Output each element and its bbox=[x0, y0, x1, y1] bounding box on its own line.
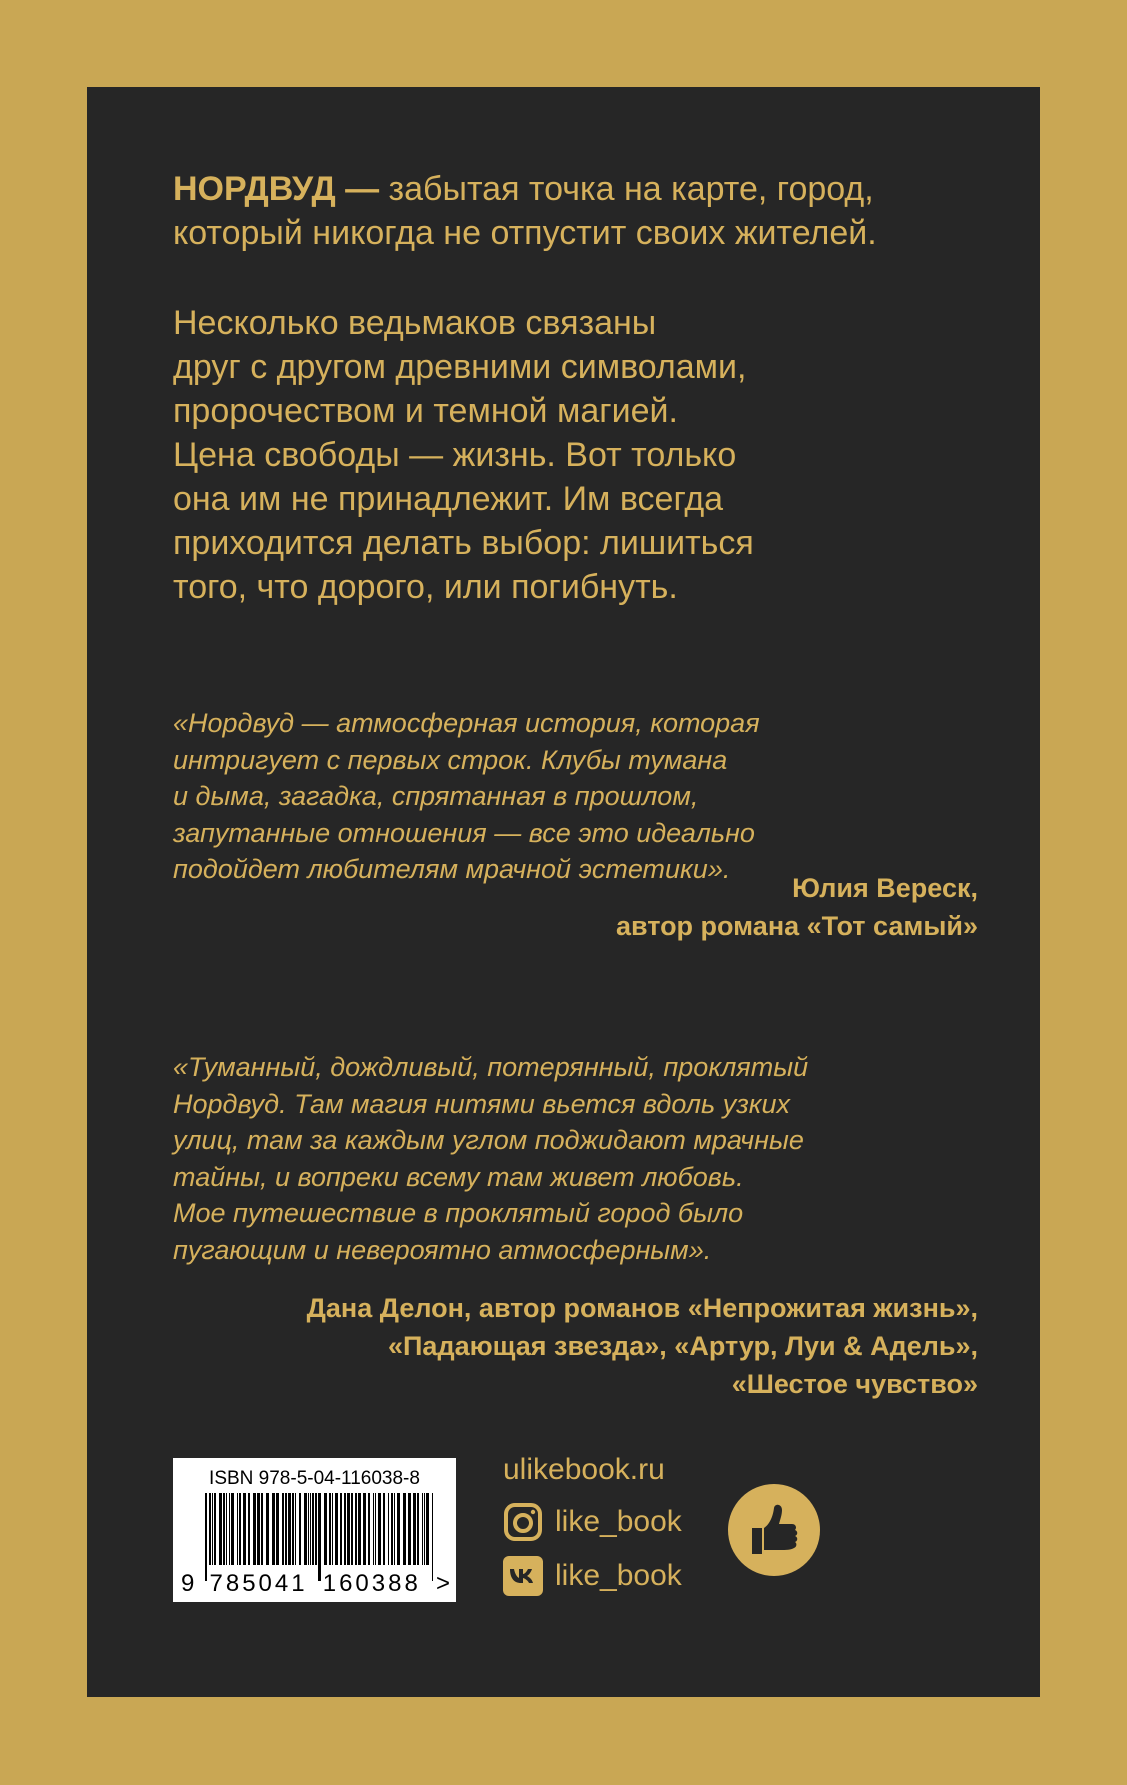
barcode-bar bbox=[408, 1493, 411, 1565]
barcode-bar bbox=[295, 1493, 296, 1565]
barcode-bar bbox=[237, 1493, 238, 1565]
barcode-bar bbox=[432, 1493, 433, 1581]
barcode-bar bbox=[388, 1493, 389, 1565]
barcode-bar bbox=[375, 1493, 376, 1565]
barcode-bar bbox=[344, 1493, 346, 1565]
barcode-bar bbox=[308, 1493, 309, 1565]
barcode-bar bbox=[285, 1493, 287, 1565]
description-paragraph: Несколько ведьмаков связаны друг с другом древними символами, пророчеством и темной магией. Цена свободы — жизнь. Вот только она им не принадлежит. Им всегда приходится делать выбор: лишиться того, что дорого, или погибнуть. bbox=[173, 304, 754, 606]
barcode-bar bbox=[248, 1493, 250, 1565]
barcode-bar bbox=[355, 1493, 357, 1565]
barcode-bar bbox=[413, 1493, 416, 1565]
barcode-bar bbox=[347, 1493, 350, 1565]
barcode-bar bbox=[219, 1493, 222, 1565]
barcode-bar bbox=[394, 1493, 395, 1565]
barcode-bar bbox=[373, 1493, 374, 1565]
barcode-bar bbox=[363, 1493, 366, 1565]
barcode-bar bbox=[229, 1493, 230, 1565]
barcode-bar bbox=[312, 1493, 314, 1565]
barcode-bars bbox=[205, 1493, 435, 1581]
instagram-link[interactable]: like_book bbox=[503, 1502, 682, 1542]
review-quote-2: «Туманный, дождливый, потерянный, проклятый Нордвуд. Там магия нитями вьется вдоль узких улиц, там за каждым углом поджидают мрачные тайны, и вопреки всему там живет любовь. Мое путешествие в проклятый город было пугающим и невероятно атмосферным». bbox=[173, 1052, 809, 1265]
isbn-number: ISBN 978-5-04-116038-8 bbox=[209, 1468, 420, 1489]
barcode-bar bbox=[205, 1493, 207, 1581]
barcode-bar bbox=[266, 1493, 269, 1565]
barcode-bar bbox=[332, 1493, 333, 1565]
barcode-bar bbox=[378, 1493, 381, 1565]
thumbs-up-icon bbox=[728, 1484, 820, 1576]
barcode-bar bbox=[299, 1493, 301, 1565]
review-attribution-1: Юлия Вереск, автор романа «Тот самый» bbox=[615, 873, 978, 941]
barcode-bar bbox=[310, 1493, 311, 1565]
review-attribution-2: Дана Делон, автор романов «Непрожитая жизнь», «Падающая звезда», «Артур, Луи & Адель», «Шестое чувство» bbox=[306, 1293, 978, 1399]
barcode-bar bbox=[304, 1493, 307, 1565]
barcode-bar bbox=[397, 1493, 400, 1565]
intro-paragraph: НОРДВУД — забытая точка на карте, город, который никогда не отпустит своих жителей. bbox=[173, 170, 877, 252]
review-quote-1: «Нордвуд — атмосферная история, которая интригует с первых строк. Клубы тумана и дыма, загадка, спрятанная в прошлом, запутанные отношения — все это идеально подойдет любителям мрачной эстетики». bbox=[173, 708, 760, 884]
barcode-bar bbox=[243, 1493, 246, 1565]
barcode-bar bbox=[292, 1493, 294, 1565]
barcode-bar bbox=[231, 1493, 234, 1565]
barcode-bar bbox=[261, 1493, 263, 1565]
barcode-bar bbox=[383, 1493, 385, 1565]
barcode-digits: 9 785041 160388 > bbox=[181, 1570, 450, 1597]
barcode-bar bbox=[253, 1493, 256, 1565]
barcode-bar bbox=[214, 1493, 216, 1565]
barcode-bar bbox=[223, 1493, 225, 1565]
barcode-bar bbox=[209, 1493, 211, 1565]
barcode-bar bbox=[276, 1493, 279, 1565]
barcode-bar bbox=[318, 1493, 321, 1581]
barcode-bar bbox=[426, 1493, 429, 1565]
vk-icon bbox=[503, 1556, 543, 1596]
barcode-bar bbox=[358, 1493, 361, 1565]
vk-link[interactable]: like_book bbox=[503, 1556, 682, 1596]
barcode-bar bbox=[324, 1493, 327, 1565]
barcode-bar bbox=[403, 1493, 406, 1565]
barcode-bar bbox=[351, 1493, 353, 1565]
barcode-bar bbox=[368, 1493, 370, 1565]
publisher-website-link[interactable]: ulikebook.ru bbox=[503, 1453, 665, 1486]
barcode-bar bbox=[335, 1493, 338, 1565]
barcode-bar bbox=[417, 1493, 419, 1565]
back-cover-panel bbox=[87, 87, 1040, 1697]
barcode-bar bbox=[329, 1493, 331, 1565]
book-title: НОРДВУД — bbox=[173, 170, 380, 208]
instagram-icon bbox=[503, 1502, 543, 1542]
barcode-bar bbox=[422, 1493, 423, 1565]
barcode-bar bbox=[226, 1493, 227, 1565]
barcode-bar bbox=[391, 1493, 393, 1565]
barcode-bar bbox=[239, 1493, 241, 1565]
barcode-bar bbox=[257, 1493, 260, 1565]
thumbs-up-logo bbox=[728, 1484, 820, 1576]
barcode-bar bbox=[315, 1493, 317, 1565]
barcode-bar bbox=[282, 1493, 284, 1565]
barcode-bar bbox=[424, 1493, 425, 1565]
barcode-bar bbox=[272, 1493, 275, 1565]
barcode-bar bbox=[212, 1493, 213, 1565]
barcode-bar bbox=[340, 1493, 342, 1565]
isbn-barcode bbox=[173, 1458, 456, 1602]
barcode-bar bbox=[288, 1493, 291, 1565]
